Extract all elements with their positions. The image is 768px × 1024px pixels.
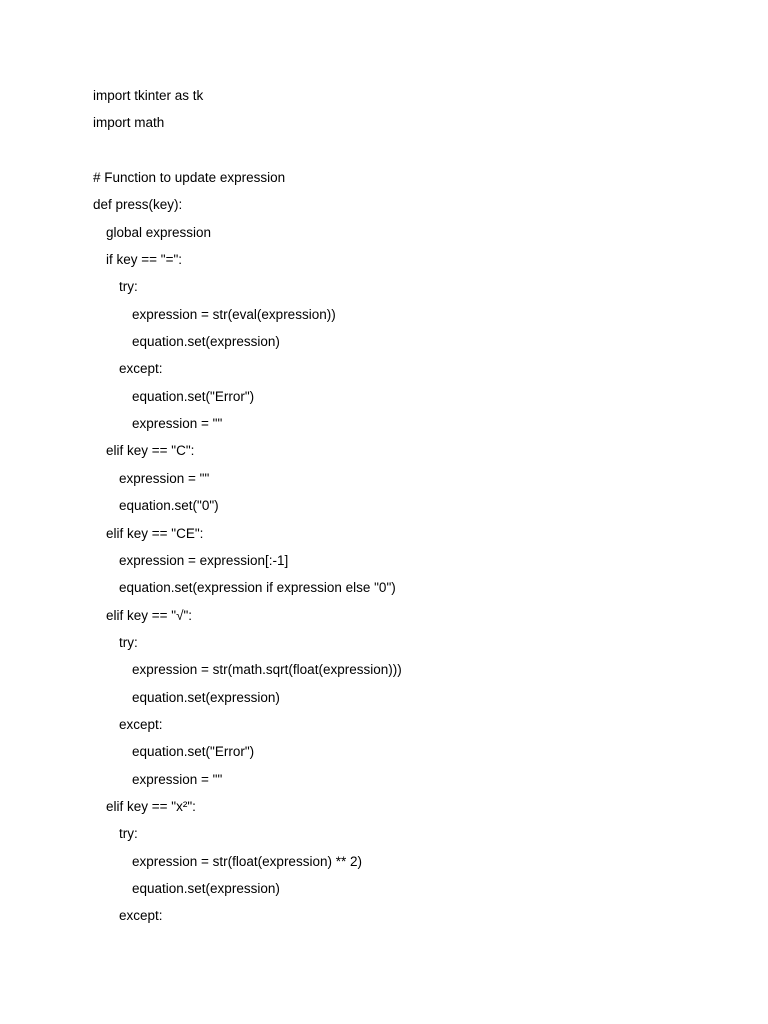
code-line: # Function to update expression bbox=[93, 170, 286, 186]
code-line: elif key == "√": bbox=[106, 607, 193, 623]
code-line: expression = str(float(expression) ** 2) bbox=[132, 853, 362, 869]
code-line: expression = expression[:-1] bbox=[119, 552, 289, 568]
code-line: equation.set(expression) bbox=[132, 880, 280, 896]
code-line: expression = "" bbox=[132, 416, 223, 432]
code-body bbox=[93, 86, 713, 934]
code-line: equation.set(expression if expression else "0") bbox=[119, 580, 396, 596]
code-line: except: bbox=[119, 908, 163, 924]
code-line: expression = "" bbox=[132, 771, 223, 787]
code-line: if key == "=": bbox=[106, 252, 182, 268]
code-line: elif key == "CE": bbox=[106, 525, 204, 541]
code-line: equation.set("Error") bbox=[132, 744, 255, 760]
code-line bbox=[93, 141, 713, 168]
code-line: except: bbox=[119, 361, 163, 377]
code-line: except: bbox=[119, 716, 163, 732]
code-line: equation.set("0") bbox=[119, 498, 219, 514]
code-line: equation.set(expression) bbox=[132, 334, 280, 350]
code-line: expression = str(math.sqrt(float(expression))) bbox=[132, 662, 402, 678]
code-line: try: bbox=[119, 279, 138, 295]
code-line: global expression bbox=[106, 224, 212, 240]
code-line: expression = str(eval(expression)) bbox=[132, 306, 336, 322]
code-line: elif key == "x²": bbox=[106, 798, 196, 814]
code-line: try: bbox=[119, 826, 138, 842]
code-line: equation.set("Error") bbox=[132, 388, 255, 404]
code-line: equation.set(expression) bbox=[132, 689, 280, 705]
code-line: def press(key): bbox=[93, 197, 183, 213]
code-line: expression = "" bbox=[119, 470, 210, 486]
code-line: elif key == "C": bbox=[106, 443, 195, 459]
code-line: import tkinter as tk bbox=[93, 88, 204, 103]
code-line: try: bbox=[119, 634, 138, 650]
code-line: import math bbox=[93, 115, 165, 131]
